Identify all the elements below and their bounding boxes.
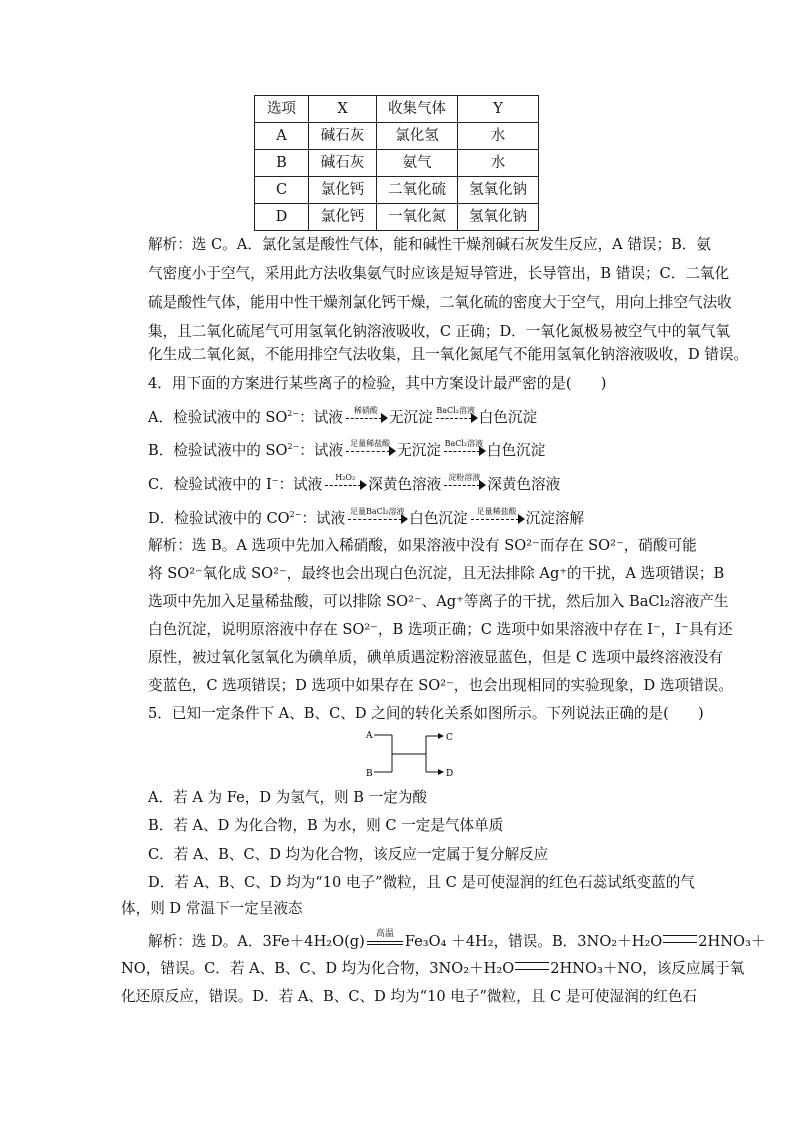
q5-option-d-cont: 体，则 D 常温下一定呈液态: [121, 900, 303, 917]
table-cell: 碱石灰: [309, 150, 377, 177]
q4-option-a: [148, 405, 537, 427]
analysis-text: 解析：选 D。A．3Fe＋4H₂O(g): [148, 933, 365, 950]
result-text: 白色沉淀: [486, 442, 546, 459]
table-header-cell: X: [309, 96, 377, 123]
analysis-text: NO，错误。C．若 A、B、C、D 均为化合物，3NO₂＋H₂O: [121, 960, 515, 977]
table-row: [255, 123, 539, 150]
reaction-arrow: [469, 509, 525, 527]
q4-stem: 4．用下面的方案进行某些离子的检验，其中方案设计最严密的是( ): [148, 375, 607, 392]
table-cell: 氢氧化钠: [458, 204, 539, 231]
q4-analysis-line: 白色沉淀，说明原溶液中存在 SO²⁻，B 选项正确；C 选项中如果溶液中存在 I⁻，I⁻具有还: [148, 621, 733, 638]
table-cell: 氯化钙: [309, 177, 377, 204]
table-header-cell: 选项: [255, 96, 309, 123]
charge-sup: 2−: [287, 442, 300, 451]
diagram-label-d: D: [446, 769, 454, 779]
table-cell: 氯化氢: [377, 123, 458, 150]
q4-analysis-line: 原性，被过氧化氢氧化为碘单质，碘单质遇淀粉溶液显蓝色，但是 C 选项中最终溶液没有: [148, 649, 724, 666]
result-text: 无沉淀: [388, 409, 433, 426]
reaction-arrow: [434, 408, 478, 426]
q5-option-a: A．若 A 为 Fe，D 为氢气，则 B 一定为酸: [148, 789, 428, 806]
reaction-arrow: [344, 441, 396, 459]
table-cell: 水: [458, 123, 539, 150]
result-text: 深黄色溶液: [368, 476, 442, 493]
q3-analysis-line: 硫是酸性气体，能用中性干燥剂氯化钙干燥，二氧化硫的密度大于空气，用向上排空气法收: [148, 294, 732, 311]
analysis-text: Fe₃O₄ ＋4H₂，错误。B．3NO₂＋H₂O: [404, 933, 663, 950]
table-row: [255, 177, 539, 204]
table-cell: D: [255, 204, 309, 231]
analysis-text: 2HNO₃＋NO，该反应属于氧: [550, 960, 745, 977]
arrow-label: H₂O₂: [335, 473, 356, 482]
q4-option-c: [148, 472, 560, 494]
q5-analysis-line-1: [148, 929, 766, 951]
charge-sup: 2−: [289, 510, 302, 519]
q4-analysis-line: 选项中先加入足量稀盐酸，可以排除 SO²⁻、Ag⁺等离子的干扰，然后加入 BaCl₂溶液产生: [148, 593, 729, 610]
option-text: B．检验试液中的 SO: [148, 442, 288, 459]
condition-arrow: [365, 929, 405, 950]
table-cell: 二氧化硫: [377, 177, 458, 204]
conversion-diagram: [360, 728, 470, 780]
result-text: 无沉淀: [397, 442, 441, 459]
result-text: 沉淀溶解: [525, 510, 585, 527]
q4-option-d: [148, 506, 584, 528]
option-text: A．检验试液中的 SO: [148, 409, 288, 426]
table-header-cell: 收集气体: [377, 96, 458, 123]
result-text: 深黄色溶液: [487, 476, 561, 493]
table-cell: 氢氧化钠: [458, 177, 539, 204]
table-cell: 水: [458, 150, 539, 177]
table-cell: 氨气: [377, 150, 458, 177]
q5-option-b: B．若 A、D 为化合物，B 为水，则 C 一定是气体单质: [148, 817, 504, 834]
reaction-arrow: [442, 441, 486, 459]
reaction-arrow: [344, 408, 388, 426]
option-text: ：试液: [299, 442, 344, 459]
diagram-label-c: C: [446, 733, 453, 743]
equals-sign: [515, 962, 549, 970]
option-text: C．检验试液中的 I: [148, 476, 272, 493]
table-header-row: [255, 96, 539, 123]
q5-stem: 5．已知一定条件下 A、B、C、D 之间的转化关系如图所示。下列说法正确的是( ): [148, 705, 704, 722]
q5-option-c: C．若 A、B、C、D 均为化合物，该反应一定属于复分解反应: [148, 846, 549, 863]
diagram-label-a: A: [366, 731, 373, 741]
arrow-label: 足量稀盐酸: [476, 507, 517, 516]
q4-analysis-line: 将 SO²⁻氧化成 SO²⁻，最终也会出现白色沉淀，且无法排除 Ag⁺的干扰，A 选项错误；B: [148, 565, 725, 582]
q3-analysis-line: 化生成二氧化氮，不能用排空气法收集，且一氧化氮尾气不能用氢氧化钠溶液吸收，D 错误。: [148, 346, 749, 363]
option-text: ：试液: [299, 409, 343, 426]
table-header-cell: Y: [458, 96, 539, 123]
arrow-label: BaCl₂溶液: [444, 439, 484, 448]
reaction-arrow: [323, 475, 367, 493]
arrow-label: 稀硝酸: [353, 406, 378, 415]
q3-analysis-line: 气密度小于空气，采用此方法收集氨气时应该是短导管进，长导管出，B 错误；C．二氧化: [148, 265, 730, 282]
table-cell: A: [255, 123, 309, 150]
diagram-label-b: B: [366, 769, 373, 779]
table-cell: 碱石灰: [309, 123, 377, 150]
result-text: 白色沉淀: [478, 409, 538, 426]
q3-analysis-line: 集，且二氧化硫尾气可用氢氧化钠溶液吸收，C 正确；D．一氧化氮极易被空气中的氧气氧: [148, 323, 731, 340]
option-text: ：试液: [278, 476, 323, 493]
result-text: 白色沉淀: [409, 510, 468, 527]
q3-analysis-line: 解析：选 C。A．氯化氢是酸性气体，能和碱性干燥剂碱石灰发生反应，A 错误；B．氨: [148, 236, 712, 253]
q4-analysis-line: 解析：选 B。A 选项中先加入稀硝酸，如果溶液中没有 SO²⁻而存在 SO²⁻，硝酸可能: [148, 537, 697, 554]
arrow-label: 淀粉溶液: [448, 473, 481, 482]
table-row: [255, 150, 539, 177]
q5-analysis-line-3: 化还原反应，错误。D．若 A、B、C、D 均为“10 电子”微粒，且 C 是可使湿润的红色石: [121, 988, 698, 1005]
reaction-arrow: [442, 475, 486, 493]
q4-analysis-line: 变蓝色，C 选项错误；D 选项中如果存在 SO²⁻，也会出现相同的实验现象，D 选项错误。: [148, 677, 733, 694]
analysis-text: 2HNO₃＋: [698, 933, 766, 950]
charge-sup: −: [271, 476, 279, 485]
charge-sup: 2−: [287, 409, 300, 418]
option-text: ：试液: [301, 510, 346, 527]
condition-label: 高温: [375, 929, 394, 939]
table-cell: B: [255, 150, 309, 177]
q5-option-d: D．若 A、B、C、D 均为“10 电子”微粒，且 C 是可使湿润的红色石蕊试纸变蓝的气: [148, 874, 695, 891]
q5-analysis-line-2: [121, 960, 744, 978]
arrow-label: 足量稀盐酸: [350, 439, 391, 448]
reaction-arrow: [346, 509, 408, 527]
arrow-label: BaCl₂溶液: [436, 406, 475, 415]
option-text: D．检验试液中的 CO: [148, 510, 290, 527]
q4-option-b: [148, 438, 545, 460]
table-row: [255, 204, 539, 231]
table-cell: C: [255, 177, 309, 204]
options-table: [254, 95, 539, 231]
table-cell: 一氧化氮: [377, 204, 458, 231]
equals-sign: [663, 935, 697, 943]
table-cell: 氯化钙: [309, 204, 377, 231]
arrow-label: 足量BaCl₂溶液: [349, 507, 405, 516]
